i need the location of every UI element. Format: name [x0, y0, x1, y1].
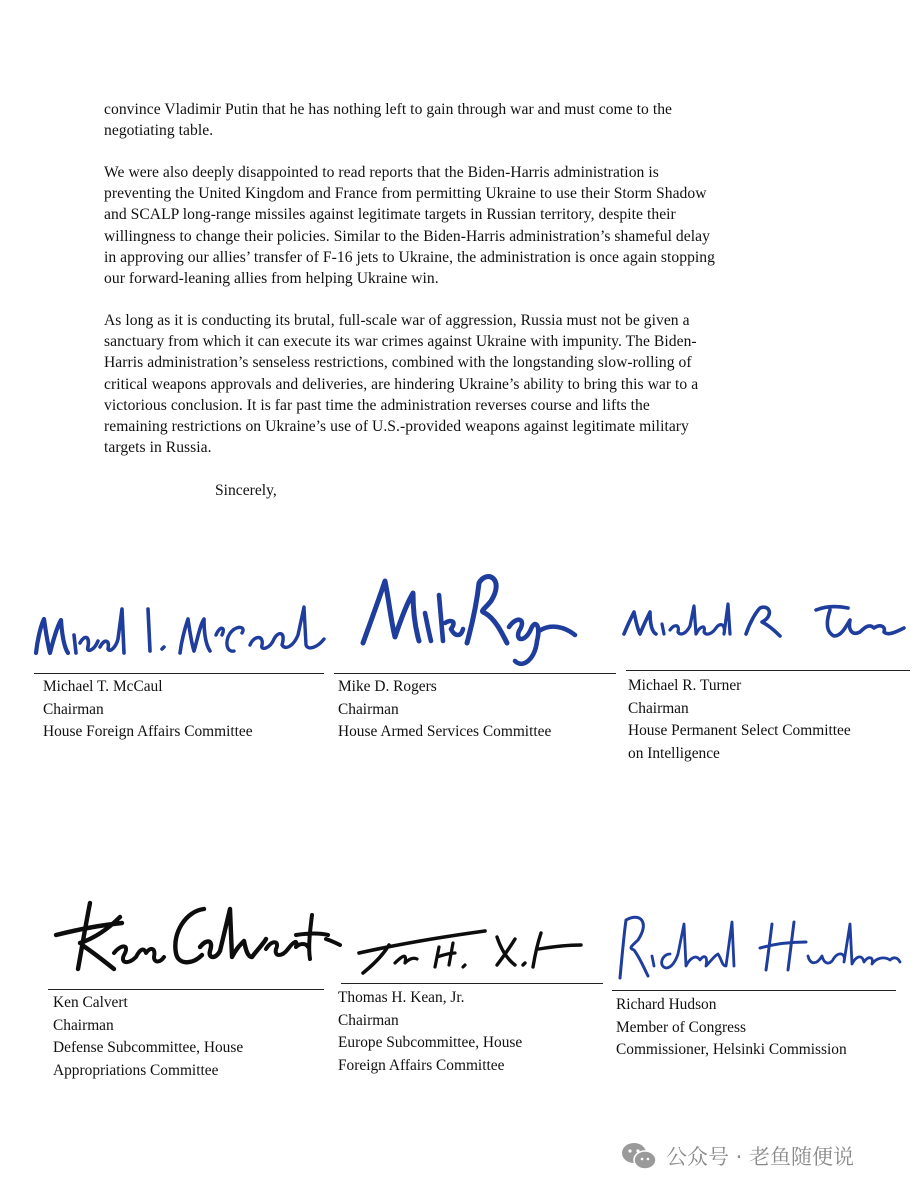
- text-line: preventing the United Kingdom and France from permitting Ukraine to use their Storm Shadow: [104, 185, 707, 203]
- text-line: targets in Russia.: [104, 439, 212, 457]
- closing-salutation: Sincerely,: [215, 482, 277, 499]
- text-line: As long as it is conducting its brutal, full-scale war of aggression, Russia must not be given a: [104, 312, 690, 329]
- signatory-committee: Foreign Affairs Committee: [338, 1056, 505, 1074]
- text-line: remaining restrictions on Ukraine’s use of U.S.-provided weapons against legitimate military: [104, 418, 689, 436]
- signatory-name: Thomas H. Kean, Jr.: [338, 989, 465, 1006]
- signatory-committee: House Foreign Affairs Committee: [43, 723, 253, 741]
- text-line: and SCALP long-range missiles against legitimate targets in Russian territory, despite their: [104, 206, 676, 224]
- signatory-committee: House Armed Services Committee: [338, 723, 552, 741]
- signature-line: [341, 983, 603, 984]
- signatory-name: Mike D. Rogers: [338, 678, 437, 695]
- signatory-title: Chairman: [43, 700, 104, 718]
- signatory-title: Chairman: [628, 699, 689, 717]
- signatory-name: Michael R. Turner: [628, 677, 742, 694]
- text-line: We were also deeply disappointed to read reports that the Biden-Harris administration is: [104, 164, 659, 181]
- signatory-committee: Europe Subcommittee, House: [338, 1034, 523, 1052]
- signatory-info: [338, 987, 522, 1077]
- signatory-title: Chairman: [53, 1016, 114, 1034]
- text-line: willingness to change their policies. Similar to the Biden-Harris administration’s shameful delay: [104, 227, 710, 245]
- letter-paragraph-3: [104, 310, 820, 458]
- signatory-title: Chairman: [338, 700, 399, 718]
- text-line: victorious conclusion. It is far past time the administration reverses course and lifts the: [104, 396, 650, 414]
- letter-paragraph-2: [104, 162, 820, 289]
- signature-rogers: [355, 565, 585, 675]
- watermark: [620, 1136, 854, 1176]
- signatory-info: [338, 676, 551, 744]
- signature-line: [612, 990, 896, 991]
- signature-calvert: [50, 895, 340, 980]
- signatory-info: [53, 992, 243, 1082]
- signatory-info: [43, 676, 253, 744]
- signatory-committee: Commissioner, Helsinki Commission: [616, 1041, 847, 1059]
- signatory-title: Member of Congress: [616, 1018, 746, 1036]
- text-line: sanctuary from which it can execute its war crimes against Ukraine with impunity. The Biden-: [104, 333, 697, 351]
- text-line: in approving our allies’ transfer of F-16 jets to Ukraine, the administration is once again stopping: [104, 248, 715, 266]
- signatory-name: Ken Calvert: [53, 994, 128, 1011]
- signature-mccaul: [28, 595, 328, 665]
- signature-kean: [355, 915, 595, 980]
- signature-turner: [620, 600, 910, 650]
- text-line: negotiating table.: [104, 122, 214, 140]
- signatory-title: Chairman: [338, 1011, 399, 1029]
- signatory-committee: Appropriations Committee: [53, 1061, 219, 1079]
- signature-line: [626, 670, 910, 671]
- signatory-name: Michael T. McCaul: [43, 678, 163, 695]
- letter-paragraph-1: [104, 99, 820, 141]
- text-line: our forward-leaning allies from helping Ukraine win.: [104, 270, 439, 288]
- text-line: Harris administration’s senseless restrictions, combined with the longstanding slow-rolling of: [104, 354, 692, 372]
- signature-line: [34, 673, 324, 674]
- signature-line: [334, 673, 616, 674]
- text-line: convince Vladimir Putin that he has nothing left to gain through war and must come to the: [104, 101, 673, 118]
- wechat-icon: [620, 1141, 658, 1171]
- signatory-name: Richard Hudson: [616, 996, 717, 1013]
- signatory-info: [616, 994, 847, 1062]
- signature-hudson: [610, 910, 900, 985]
- watermark-text: 公众号 · 老鱼随便说: [666, 1145, 855, 1169]
- signatory-committee: House Permanent Select Committee: [628, 722, 851, 740]
- text-line: critical weapons approvals and deliveries, are hindering Ukraine’s ability to bring this war to a: [104, 375, 699, 393]
- signatory-committee: Defense Subcommittee, House: [53, 1039, 244, 1057]
- signatory-committee: on Intelligence: [628, 744, 720, 762]
- signatory-info: [628, 675, 851, 765]
- signature-line: [48, 989, 324, 990]
